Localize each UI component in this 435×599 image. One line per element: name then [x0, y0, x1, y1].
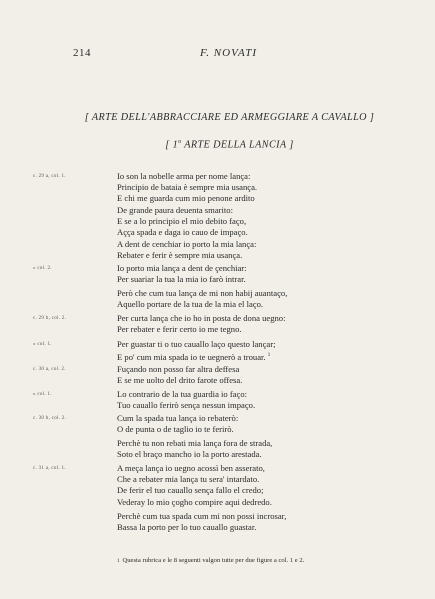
- margin-note: » col. 1.: [33, 392, 52, 397]
- verse-line: Per rebater e ferir certo io me tegno.: [117, 324, 242, 335]
- verse-line: Fuçando non posso far altra deffesa: [117, 364, 240, 374]
- stanza: [117, 239, 256, 261]
- stanza: [117, 389, 255, 411]
- stanza: [117, 339, 275, 361]
- verse-line: Principio de bataia è sempre mia usança.: [117, 182, 258, 193]
- verse-line: Aquello portare de la tua de la mia el laço.: [117, 299, 264, 310]
- verse-line: Per guastar ti o tuo cauallo laço questo lançar;: [117, 339, 276, 349]
- verse-line: De grande paura deuenta smarito:: [117, 204, 233, 215]
- verse-line: E chi me guarda cum mio penone ardito: [117, 193, 255, 204]
- footnote-text: Questa rubrica e le 8 seguenti valgon tutte per due figure a col. 1 e 2.: [122, 557, 305, 564]
- footnote-marker: 1: [267, 353, 271, 359]
- verse-line: O de punta o de taglio io te ferirò.: [117, 424, 234, 435]
- running-head: F. NOVATI: [200, 47, 258, 59]
- verse-line: Perchè cum tua spada cum mi non possi incrosar,: [117, 511, 287, 521]
- footnote: [117, 557, 304, 564]
- verse-line: E se a lo principio el mio debito faço,: [117, 215, 247, 226]
- verse-line: Lo contrario de la tua guardia io faço:: [117, 389, 248, 399]
- stanza: [117, 364, 242, 386]
- verse-line: Io porto mia lança a dent de çenchiar:: [117, 263, 247, 273]
- margin-note: » col. 1.: [33, 342, 52, 347]
- section-title: [ ARTE DELL'ABBRACCIARE ED ARMEGGIARE A CAVALLO ]: [84, 112, 375, 123]
- page-number: 214: [73, 47, 91, 59]
- stanza: [117, 313, 285, 335]
- margin-note: c. 29 b, col. 2.: [33, 316, 67, 321]
- stanza: [117, 263, 247, 285]
- stanza: [117, 438, 272, 460]
- verse-line: Rebater e ferir è sempre mia usança.: [117, 250, 243, 261]
- verse-line: Che a rebater mia lança tu sera' intardato.: [117, 474, 260, 485]
- verse-line: E se me uolto del drito farote offesa.: [117, 375, 243, 386]
- verse-line: Cum la spada tua lança io rebaterò:: [117, 413, 239, 423]
- stanza: [117, 511, 286, 533]
- verse-line: E po' cum mia spada io te uegnerò a trouar. $^1$: [117, 352, 271, 363]
- verse-line: De ferir el tuo cauallo sença fallo el credo;: [117, 485, 264, 496]
- margin-note: c. 29 a, col. 1.: [33, 174, 66, 179]
- verse-line: Però che cum tua lança de mi non habij auantaço,: [117, 288, 288, 298]
- footnote-number: 1: [117, 559, 120, 564]
- margin-note: c. 31 a, col. 1.: [33, 466, 66, 471]
- verse-line: A dent de cenchiar io porto la mia lança:: [117, 239, 257, 249]
- verse-line: Açça spada e daga io cauo de impaço.: [117, 226, 248, 237]
- page-header: [0, 47, 435, 61]
- verse-line: Bassa la porto per lo tuo cauallo guastar.: [117, 522, 257, 533]
- verse-line: Soto el braço mancho io la porto arestada.: [117, 449, 262, 460]
- verse-line: Per suariar la tua la mia io farò intrar.: [117, 274, 246, 285]
- stanza: [117, 463, 272, 508]
- margin-note: » col. 2.: [33, 266, 52, 271]
- verse-line: A meça lança io uegno acossì ben asserato,: [117, 463, 265, 473]
- verse-line: Perchè tu non rebati mia lança fora de strada,: [117, 438, 273, 448]
- stanza: [117, 288, 287, 310]
- verse-line: Per curta lança che io ho in posta de dona uegno:: [117, 313, 286, 323]
- stanza: [117, 171, 257, 238]
- subsection-title: [ 1$^o$ ARTE DELLA LANCIA ]: [165, 139, 294, 151]
- margin-note: c. 30 b, col. 2.: [33, 416, 67, 421]
- verse-line: Tuo cauallo ferirò sença nessun impaço.: [117, 400, 256, 411]
- verse-line: Vederay lo mio çogho compire aqui dedredo.: [117, 496, 272, 507]
- stanza: [117, 413, 238, 435]
- verse-line: Io son la nobelle arma per nome lança:: [117, 171, 251, 181]
- margin-note: c. 30 a, col. 2.: [33, 367, 66, 372]
